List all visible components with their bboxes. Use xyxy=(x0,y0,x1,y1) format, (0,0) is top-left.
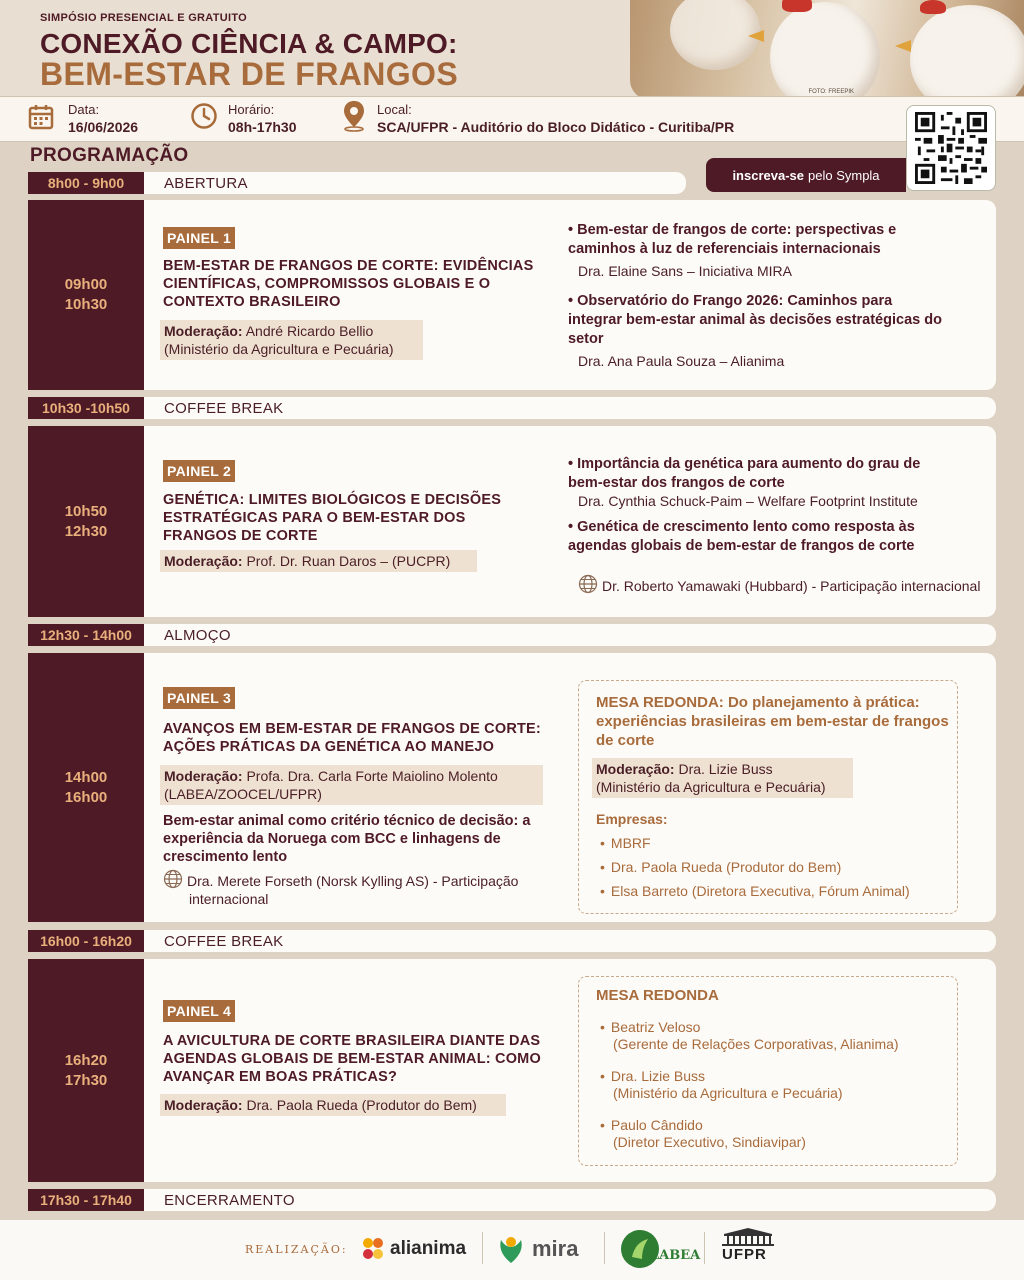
panel3-moderation-name: Profa. Dra. Carla Forte Maiolino Molento xyxy=(246,768,498,784)
ufpr-building-icon xyxy=(720,1228,776,1246)
panel3-rt-moderation-label: Moderação: xyxy=(596,761,675,777)
logo-separator xyxy=(604,1232,605,1264)
globe-icon xyxy=(578,574,598,594)
alianima-logo: alianima xyxy=(390,1238,467,1259)
panel3-rt-item: • MBRF xyxy=(600,835,651,851)
panel4-rt-item-role: (Ministério da Agricultura e Pecuária) xyxy=(613,1085,843,1101)
panel3-moderation xyxy=(160,765,543,805)
panel3-rt-moderation-org: (Ministério da Agricultura e Pecuária) xyxy=(596,779,826,795)
ufpr-logo: UFPR xyxy=(722,1246,767,1263)
panel3-rt-moderation-name: Dra. Lizie Buss xyxy=(678,761,773,777)
lunch-time: 12h30 - 14h00 xyxy=(28,624,144,646)
opening-label: ABERTURA xyxy=(144,172,686,194)
panel4-rt-item-name: Dra. Lizie Buss xyxy=(610,1068,706,1084)
qr-code-icon xyxy=(913,112,989,184)
panel3-tag: PAINEL 3 xyxy=(163,687,235,709)
footer-label: REALIZAÇÃO: xyxy=(245,1243,348,1256)
location-pin-icon xyxy=(342,100,366,132)
panel3-title: AVANÇOS EM BEM-ESTAR DE FRANGOS DE CORTE: AÇÕES PRÁTICAS DA GENÉTICA AO MANEJO xyxy=(163,721,541,755)
panel2-time-end: 12h30 xyxy=(64,522,108,540)
panel1-title: BEM-ESTAR DE FRANGOS DE CORTE: EVIDÊNCIAS CIENTÍFICAS, COMPROMISSOS GLOBAIS E O CONTEXTO BRASILEIRO xyxy=(163,258,534,310)
signup-bold: inscreva-se xyxy=(732,167,804,183)
panel4-moderation-label: Moderação: xyxy=(164,1097,243,1113)
event-title-line1: CONEXÃO CIÊNCIA & CAMPO: xyxy=(40,28,458,59)
panel4-rt-item-role: (Diretor Executivo, Sindiavipar) xyxy=(613,1134,806,1150)
mira-logo: mira xyxy=(532,1236,579,1261)
opening-time: 8h00 - 9h00 xyxy=(28,172,144,194)
labea-logo: LABEA xyxy=(650,1248,701,1263)
panel2-talk1-title: • Importância da genética para aumento do grau de bem-estar dos frangos de corte xyxy=(568,456,921,491)
calendar-icon xyxy=(28,104,54,130)
panel1-time-end: 10h30 xyxy=(64,296,108,313)
panel2-talk2-speaker xyxy=(578,574,993,595)
panel4-rt-item: • Paulo Cândido (Diretor Executivo, Sindiavipar) xyxy=(600,1117,806,1150)
signup-rest: pelo Sympla xyxy=(808,167,880,183)
panel3-rt-item: • Dra. Paola Rueda (Produtor do Bem) xyxy=(600,859,842,875)
coffee2-time: 16h00 - 16h20 xyxy=(28,930,144,952)
chickens-photo xyxy=(630,0,1024,100)
panel3-round-table-moderation xyxy=(592,758,853,798)
panel2-moderation-label: Moderação: xyxy=(164,553,243,569)
coffee1-label: COFFEE BREAK xyxy=(144,397,996,419)
panel3-round-table-title: MESA REDONDA: Do planejamento à prática: experiências brasileiras em bem-estar de frangos de corte xyxy=(596,694,949,749)
panel4-time-end: 17h30 xyxy=(64,1071,108,1089)
coffee2-label: COFFEE BREAK xyxy=(144,930,996,952)
panel2-moderation-name: Prof. Dr. Ruan Daros – (PUCPR) xyxy=(246,553,451,569)
panel4-moderation xyxy=(160,1094,506,1116)
panel2-time xyxy=(28,426,144,617)
time-value: 08h-17h30 xyxy=(228,119,297,135)
panel1-moderation-name: André Ricardo Bellio xyxy=(245,323,374,339)
panel3-moderation-org: (LABEA/ZOOCEL/UFPR) xyxy=(164,786,322,802)
lunch-label: ALMOÇO xyxy=(144,624,996,646)
panel3-rt-item-text: MBRF xyxy=(610,835,651,851)
signup-sympla-button[interactable] xyxy=(706,158,906,192)
panel2-title: GENÉTICA: LIMITES BIOLÓGICOS E DECISÕES ESTRATÉGICAS PARA O BEM-ESTAR DOS FRANGOS DE CORTE xyxy=(163,492,502,544)
panel3-talk-title: Bem-estar animal como critério técnico de decisão: a experiência da Noruega com BCC e linhagens de crescimento lento xyxy=(163,813,531,865)
panel4-round-table-title: MESA REDONDA xyxy=(596,987,719,1004)
qr-code[interactable] xyxy=(906,105,996,191)
panel4-title: A AVICULTURA DE CORTE BRASILEIRA DIANTE DAS AGENDAS GLOBAIS DE BEM-ESTAR ANIMAL: COMO AVANÇAR EM BOAS PRÁTICAS? xyxy=(163,1033,541,1085)
panel4-rt-item-role: (Gerente de Relações Corporativas, Alianima) xyxy=(613,1036,899,1052)
panel3-time-end: 16h00 xyxy=(64,788,108,806)
event-title-line2: BEM-ESTAR DE FRANGOS xyxy=(40,56,459,92)
closing-time: 17h30 - 17h40 xyxy=(28,1189,144,1211)
panel4-rt-item-name: Paulo Cândido xyxy=(610,1117,703,1133)
panel3-moderation-label: Moderação: xyxy=(164,768,243,784)
panel4-time xyxy=(28,959,144,1182)
panel3-talk-speaker-line1: Dra. Merete Forseth (Norsk Kylling AS) - Participação xyxy=(187,873,519,889)
panel4-time-start: 16h20 xyxy=(64,1051,108,1069)
panel2-talk2-title: • Genética de crescimento lento como resposta às agendas globais de bem-estar de frangos de corte xyxy=(568,519,915,554)
logo-separator xyxy=(482,1232,483,1264)
panel1-time-start: 09h00 xyxy=(64,276,108,293)
panel1-moderation-label: Moderação: xyxy=(164,323,243,339)
panel2-time-start: 10h50 xyxy=(64,502,108,520)
panel1-talk1-title: • Bem-estar de frangos de corte: perspectivas e caminhos à luz de referenciais internacionais xyxy=(568,222,897,257)
photo-credit: FOTO: FREEPIK xyxy=(808,89,854,95)
panel2-tag: PAINEL 2 xyxy=(163,460,235,482)
alianima-logo-icon xyxy=(360,1236,386,1262)
panel3-rt-item-text: Dra. Paola Rueda (Produtor do Bem) xyxy=(610,859,842,875)
closing-label: ENCERRAMENTO xyxy=(144,1189,996,1211)
date-value: 16/06/2026 xyxy=(68,119,139,135)
panel3-time-start: 14h00 xyxy=(64,768,108,786)
logo-separator xyxy=(704,1232,705,1264)
globe-icon xyxy=(163,869,183,889)
date-label: Data: xyxy=(68,102,100,117)
event-kicker: SIMPÓSIO PRESENCIAL E GRATUITO xyxy=(40,12,248,24)
coffee1-time: 10h30 -10h50 xyxy=(28,397,144,419)
panel2-moderation xyxy=(160,550,477,572)
panel1-talk1-speaker: Dra. Elaine Sans – Iniciativa MIRA xyxy=(578,263,792,279)
panel3-talk-speaker xyxy=(163,869,563,908)
place-label: Local: xyxy=(377,102,412,117)
clock-icon xyxy=(190,102,218,130)
panel1-talk2-speaker: Dra. Ana Paula Souza – Alianima xyxy=(578,353,785,369)
panel1-tag: PAINEL 1 xyxy=(163,227,235,249)
panel2-talk2-speaker-text: Dr. Roberto Yamawaki (Hubbard) - Participação internacional xyxy=(602,578,981,594)
time-label: Horário: xyxy=(228,102,275,117)
panel1-talk2-title: • Observatório do Frango 2026: Caminhos para integrar bem-estar animal às decisões estratégicas do setor xyxy=(568,293,942,347)
panel4-rt-item: • Beatriz Veloso (Gerente de Relações Corporativas, Alianima) xyxy=(600,1019,899,1052)
panel3-rt-item: • Elsa Barreto (Diretora Executiva, Fórum Animal) xyxy=(600,883,910,899)
panel3-companies-label: Empresas: xyxy=(596,811,668,827)
panel4-tag: PAINEL 4 xyxy=(163,1000,235,1022)
panel4-rt-item-name: Beatriz Veloso xyxy=(610,1019,701,1035)
panel3-talk-speaker-line2: internacional xyxy=(189,891,269,907)
program-heading: PROGRAMAÇÃO xyxy=(30,145,189,166)
place-value: SCA/UFPR - Auditório do Bloco Didático - Curitiba/PR xyxy=(377,119,735,135)
panel3-rt-item-text: Elsa Barreto (Diretora Executiva, Fórum Animal) xyxy=(610,883,910,899)
panel4-rt-item: • Dra. Lizie Buss (Ministério da Agricultura e Pecuária) xyxy=(600,1068,843,1101)
panel2-talk1-speaker: Dra. Cynthia Schuck-Paim – Welfare Footprint Institute xyxy=(578,493,918,509)
panel1-moderation xyxy=(160,320,423,360)
panel4-moderation-name: Dra. Paola Rueda (Produtor do Bem) xyxy=(246,1097,477,1113)
panel3-time xyxy=(28,653,144,922)
mira-logo-icon xyxy=(496,1233,526,1265)
panel1-time xyxy=(28,200,144,390)
panel1-moderation-org: (Ministério da Agricultura e Pecuária) xyxy=(164,341,394,357)
